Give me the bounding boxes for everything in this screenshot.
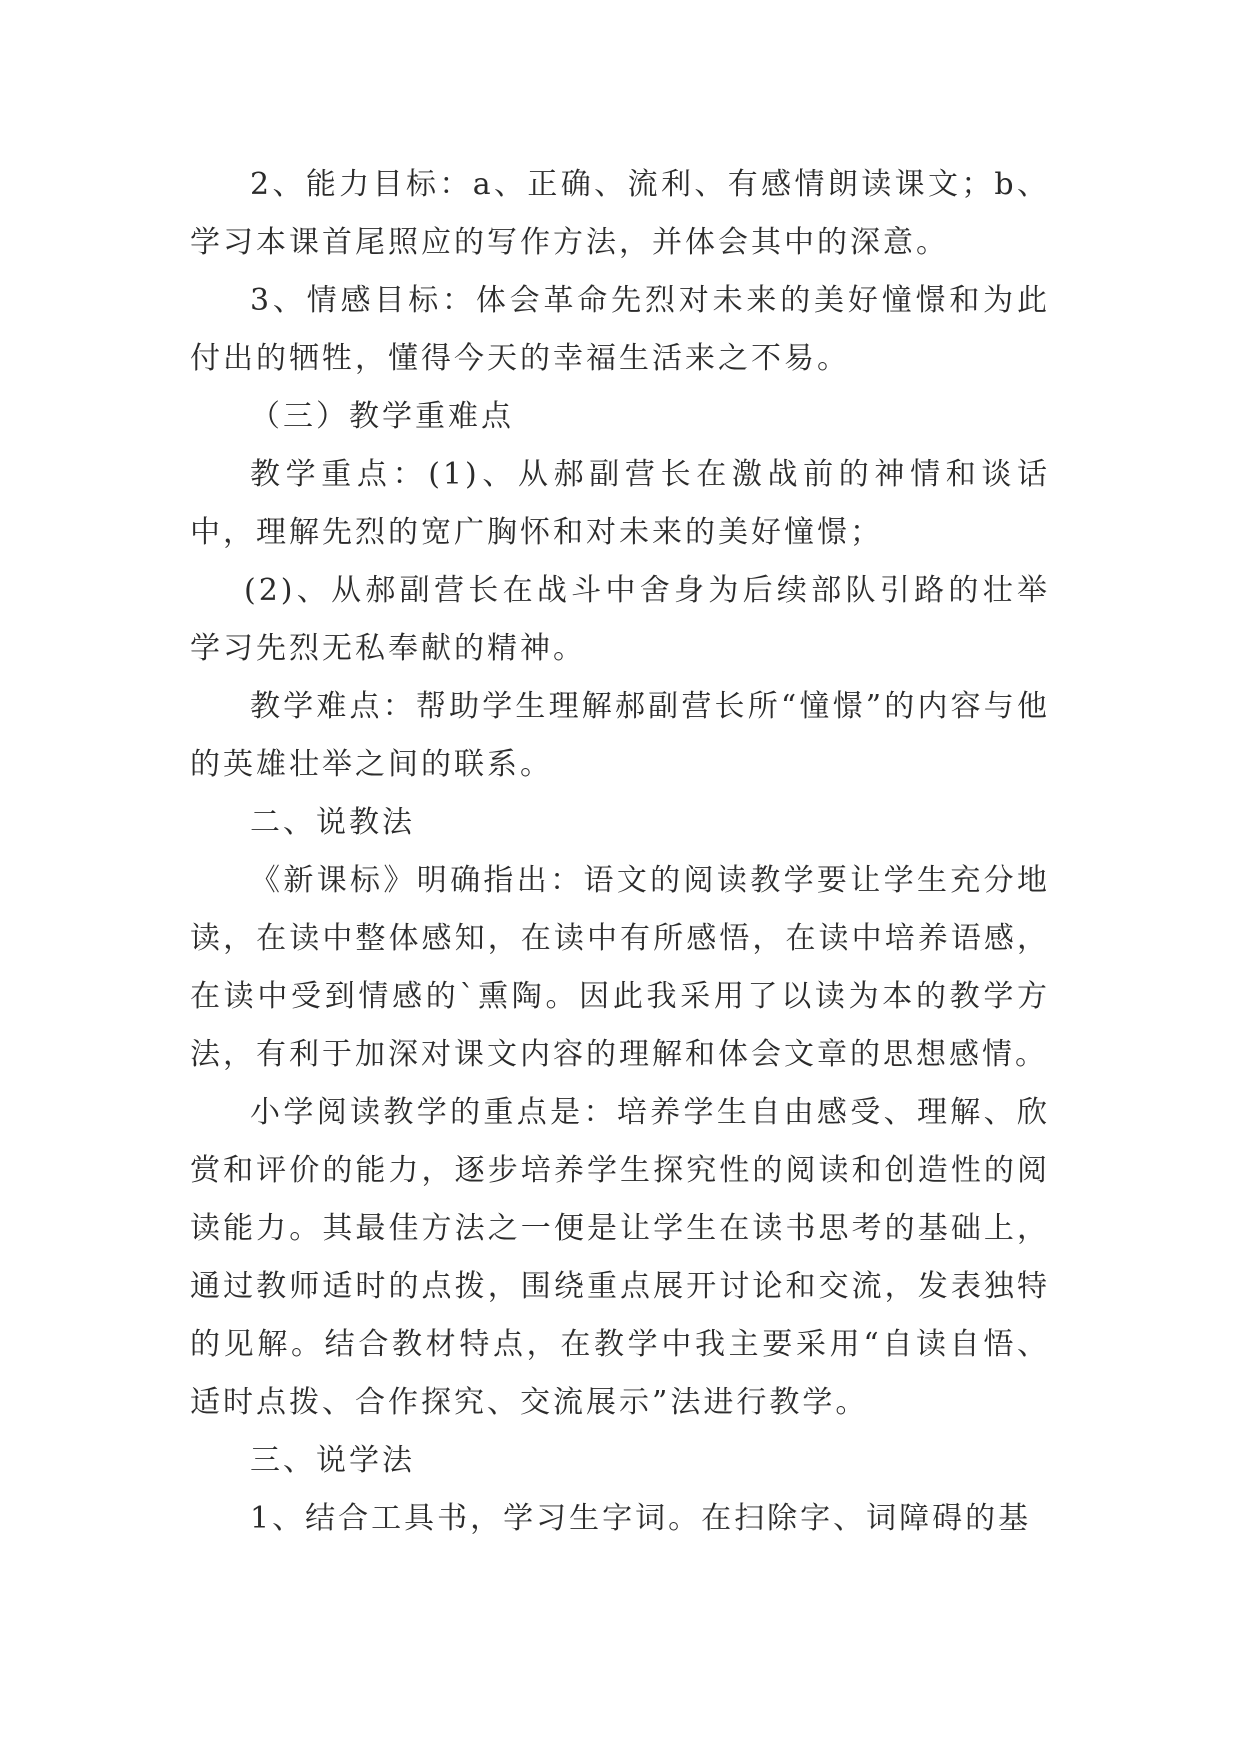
section-heading-learning-method: 三、说学法	[250, 1443, 415, 1478]
section-heading-key-difficult-points: （三）教学重难点	[250, 399, 514, 434]
section-heading-teaching-method: 二、说教法	[250, 805, 415, 840]
paragraph-reading-teaching: 小学阅读教学的重点是：培养学生自由感受、理解、欣赏和评价的能力，逐步培养学生探究性的阅读和创造性的阅读能力。其最佳方法之一便是让学生在读书思考的基础上，通过教师适时的点拨，围绕重点展开讨论和交流，发表独特的见解。结合教材特点，在教学中我主要采用“自读自悟、适时点拨、合作探究、交流展示”法进行教学。	[190, 1095, 1050, 1420]
paragraph-learning-step-1: 1、结合工具书，学习生字词。在扫除字、词障碍的基	[250, 1501, 1032, 1536]
paragraph-teaching-focus-2: (2)、从郝副营长在战斗中舍身为后续部队引路的壮举学习先烈无私奉献的精神。	[190, 573, 1050, 666]
paragraph-ability-goal: 2、能力目标：a、正确、流利、有感情朗读课文；b、学习本课首尾照应的写作方法，并体会其中的深意。	[190, 167, 1050, 260]
paragraph-new-curriculum: 《新课标》明确指出：语文的阅读教学要让学生充分地读，在读中整体感知，在读中有所感悟，在读中培养语感，在读中受到情感的`熏陶。因此我采用了以读为本的教学方法，有利于加深对课文内容的理解和体会文章的思想感情。	[190, 863, 1050, 1072]
document-body	[190, 156, 1050, 1548]
paragraph-teaching-difficulty: 教学难点：帮助学生理解郝副营长所“憧憬”的内容与他的英雄壮举之间的联系。	[190, 689, 1050, 782]
paragraph-teaching-focus: 教学重点：(1)、从郝副营长在激战前的神情和谈话中，理解先烈的宽广胸怀和对未来的美好憧憬；	[190, 457, 1050, 550]
paragraph-emotion-goal: 3、情感目标：体会革命先烈对未来的美好憧憬和为此付出的牺牲，懂得今天的幸福生活来之不易。	[190, 283, 1050, 376]
